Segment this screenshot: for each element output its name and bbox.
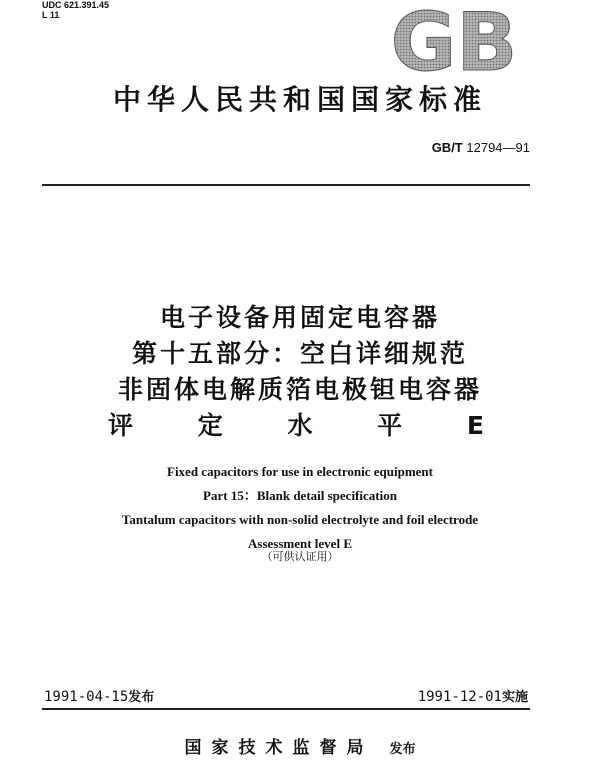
chinese-title-line-3: 非固体电解质箔电极钽电容器 [117,375,482,404]
implementation-label: 实施 [501,690,528,705]
standard-code: 12794—91 [466,140,530,155]
issue-date-block [44,686,154,705]
gb-logo-text: GB [390,6,518,78]
chinese-title-line-1: 电子设备用固定电容器 [159,303,440,332]
english-title [0,460,600,564]
gb-logo [378,6,530,78]
issue-label: 发布 [128,690,155,705]
standard-number [432,140,530,155]
implementation-date: 1991-12-01 [417,689,502,705]
publisher-line [0,733,600,758]
english-title-line-1: Fixed capacitors for use in electronic equipment [167,464,433,479]
category-code: L 11 [42,10,60,20]
header-divider [42,184,530,186]
chinese-title-line-4: 评 定 水 平 E [108,411,512,440]
chinese-title-line-2: 第十五部分：空白详细规范 [131,339,468,368]
certification-note: （可供认证用） [261,550,339,563]
footer-divider [42,708,530,710]
english-title-line-4: Assessment level E [248,536,352,551]
classification-codes [42,0,109,20]
publisher-action: 发布 [389,742,416,757]
english-title-line-3: Tantalum capacitors with non-solid electrolyte and foil electrode [121,512,479,527]
standard-prefix: GB/T [431,140,463,155]
english-title-line-2: Part 15：Blank detail specification [203,488,397,503]
chinese-title [0,300,600,444]
standard-org-title: 中华人民共和国国家标准 [112,83,487,116]
udc-code: UDC 621.391.45 [42,0,110,10]
publisher-name: 国家技术监督局 [184,738,374,758]
implementation-date-block [418,686,528,705]
issue-date: 1991-04-15 [44,689,129,705]
